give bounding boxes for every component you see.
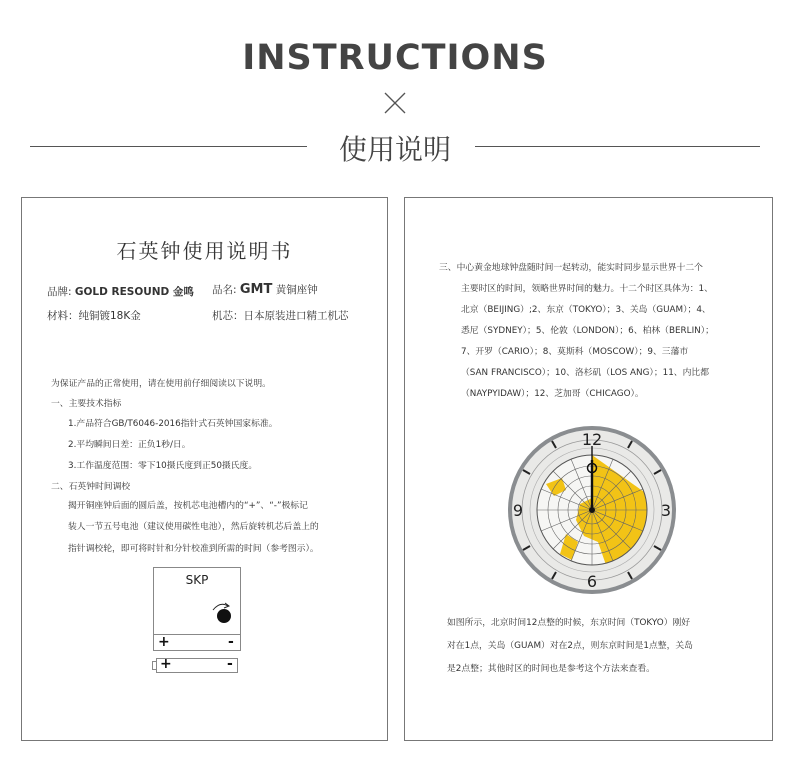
body-line: 2.平均瞬间日差：正负1秒/日。 — [68, 440, 191, 450]
material-text: 材料：纯铜镀18K金 — [47, 310, 141, 322]
product-code: GMT — [239, 282, 273, 297]
body-line: 3.工作温度范围：零下10摄氏度到正50摄氏度。 — [68, 461, 258, 471]
battery — [156, 658, 238, 673]
body-line: 悉尼（SYDNEY）；5、伦敦（LONDON）；6、柏林（BERLIN）； — [461, 326, 714, 336]
body-line: （NAYPYIDAW）；12、芝加哥（CHICAGO）。 — [461, 389, 644, 399]
body-line: 北京（BEIJING）;2、东京（TOKYO）；3、关岛（GUAM）；4、 — [461, 305, 711, 315]
numeral-6: 6 — [586, 572, 598, 591]
body-line: 主要时区的时间，领略世界时间的魅力。十二个时区具体为：1、 — [461, 284, 713, 294]
movement-diagram — [153, 567, 241, 651]
plus-sign: + — [158, 634, 170, 650]
numeral-12: 12 — [581, 430, 603, 449]
cross-icon — [383, 92, 407, 114]
plus-sign: + — [160, 656, 172, 672]
product-label: 品名: — [212, 284, 237, 296]
body-line: 为保证产品的正常使用，请在使用前仔细阅读以下说明。 — [51, 379, 271, 389]
body-line: 装人一节五号电池（建议使用碳性电池），然后旋转机芯后盖上的 — [68, 522, 319, 532]
section-heading: 二、石英钟时间调校 — [51, 482, 131, 492]
caption-line: 如图所示，北京时间12点整的时候，东京时间（TOKYO）刚好 — [447, 618, 691, 628]
minus-sign: - — [227, 656, 233, 672]
minus-sign: - — [228, 634, 234, 650]
body-line: 指针调校轮，即可将时针和分针校准到所需的时间（参考图示）。 — [68, 544, 319, 554]
product-value: 黄铜座钟 — [275, 284, 318, 296]
movement-brand: SKP — [185, 573, 209, 587]
caption-line: 对在1点，关岛（GUAM）对在2点，则东京时间是1点整，关岛 — [447, 641, 693, 651]
numeral-9: 9 — [512, 501, 524, 520]
caption-line: 是2点整；其他时区的时间也是参考这个方法来查看。 — [447, 664, 655, 674]
manual-title: 石英钟使用说明书 — [116, 239, 293, 263]
brand-label: 品牌: — [47, 286, 72, 298]
product-row — [212, 282, 318, 297]
world-clock-dial — [506, 424, 678, 596]
section-heading: 一、主要技术指标 — [51, 399, 122, 409]
body-line: 揭开铜座钟后面的圆后盖，按机芯电池槽内的“+”、“-”极标记 — [68, 501, 308, 511]
manual-page-left — [21, 197, 388, 741]
brand-value: GOLD RESOUND 金鸣 — [74, 286, 194, 298]
manual-page-right — [404, 197, 773, 741]
body-line: 1.产品符合GB/T6046-2016指针式石英钟国家标准。 — [68, 419, 278, 429]
brand-row — [47, 284, 194, 299]
movement-text: 机芯：日本原装进口精工机芯 — [212, 310, 349, 322]
adjust-wheel — [217, 609, 231, 623]
body-line: 三、中心黄金地球钟盘随时间一起转动，能实时同步显示世界十二个 — [439, 263, 703, 273]
page-subtitle: 使用说明 — [338, 133, 451, 166]
divider-right — [475, 146, 760, 147]
battery-slot — [154, 634, 240, 650]
numeral-3: 3 — [660, 501, 672, 520]
body-line: （SAN FRANCISCO）；10、洛杉矶（LOS ANG）；11、内比都 — [461, 368, 709, 378]
body-line: 7、开罗（CARIO）；8、莫斯科（MOSCOW）；9、三藩市 — [461, 347, 689, 357]
page-title: INSTRUCTIONS — [242, 38, 548, 78]
